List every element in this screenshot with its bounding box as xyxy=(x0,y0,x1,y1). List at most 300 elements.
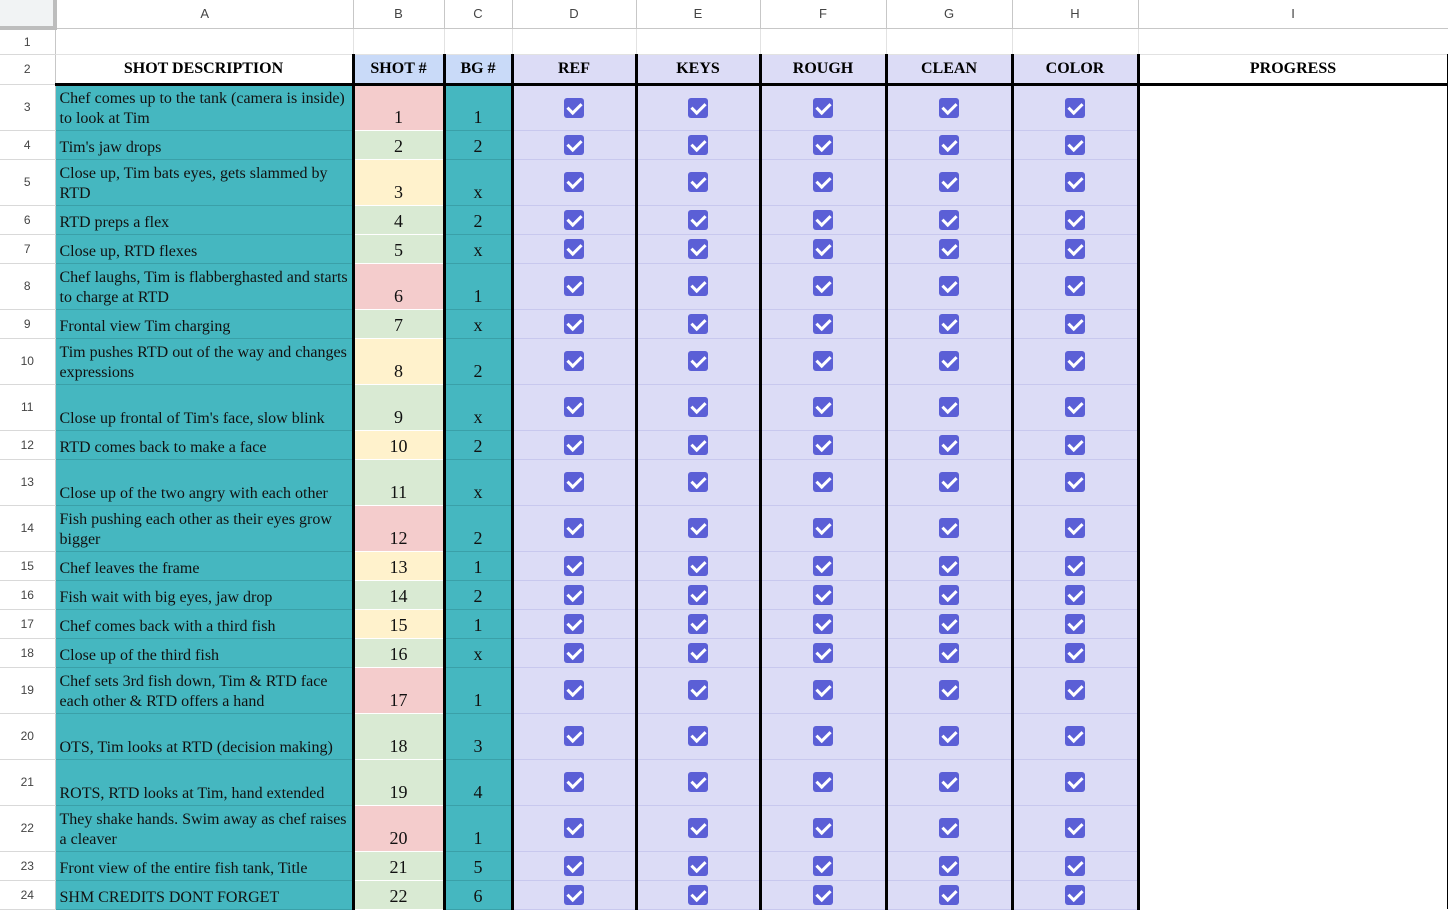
keys-cell[interactable] xyxy=(636,638,760,667)
bg-number-cell[interactable]: 1 xyxy=(444,609,512,638)
checked-checkbox-icon[interactable] xyxy=(1065,435,1085,455)
rough-cell[interactable] xyxy=(760,338,886,384)
row-number[interactable]: 18 xyxy=(0,638,55,667)
select-all-corner[interactable] xyxy=(0,0,55,28)
checked-checkbox-icon[interactable] xyxy=(1065,239,1085,259)
checked-checkbox-icon[interactable] xyxy=(564,98,584,118)
shot-number-cell[interactable]: 4 xyxy=(353,205,444,234)
bg-number-cell[interactable]: 2 xyxy=(444,338,512,384)
shot-description-cell[interactable]: Frontal view Tim charging xyxy=(55,309,353,338)
clean-cell[interactable] xyxy=(886,667,1012,713)
cell[interactable] xyxy=(760,28,886,54)
bg-number-cell[interactable]: 1 xyxy=(444,84,512,130)
column-header-f[interactable]: F xyxy=(760,0,886,28)
checked-checkbox-icon[interactable] xyxy=(564,856,584,876)
checked-checkbox-icon[interactable] xyxy=(813,98,833,118)
clean-cell[interactable] xyxy=(886,505,1012,551)
checked-checkbox-icon[interactable] xyxy=(1065,351,1085,371)
shot-number-cell[interactable]: 9 xyxy=(353,384,444,430)
progress-cell[interactable] xyxy=(1138,384,1448,430)
bg-number-cell[interactable]: 2 xyxy=(444,580,512,609)
color-cell[interactable] xyxy=(1012,430,1138,459)
shot-description-cell[interactable]: Front view of the entire fish tank, Title xyxy=(55,851,353,880)
ref-cell[interactable] xyxy=(512,384,636,430)
checked-checkbox-icon[interactable] xyxy=(688,772,708,792)
clean-cell[interactable] xyxy=(886,713,1012,759)
checked-checkbox-icon[interactable] xyxy=(1065,614,1085,634)
checked-checkbox-icon[interactable] xyxy=(564,135,584,155)
row-number[interactable]: 13 xyxy=(0,459,55,505)
keys-cell[interactable] xyxy=(636,505,760,551)
shot-number-cell[interactable]: 12 xyxy=(353,505,444,551)
checked-checkbox-icon[interactable] xyxy=(939,397,959,417)
shot-description-cell[interactable]: SHM CREDITS DONT FORGET xyxy=(55,880,353,909)
ref-cell[interactable] xyxy=(512,580,636,609)
checked-checkbox-icon[interactable] xyxy=(688,518,708,538)
progress-cell[interactable] xyxy=(1138,667,1448,713)
checked-checkbox-icon[interactable] xyxy=(1065,643,1085,663)
checked-checkbox-icon[interactable] xyxy=(564,585,584,605)
row-number[interactable]: 19 xyxy=(0,667,55,713)
clean-cell[interactable] xyxy=(886,805,1012,851)
bg-number-cell[interactable]: x xyxy=(444,159,512,205)
keys-cell[interactable] xyxy=(636,713,760,759)
progress-cell[interactable] xyxy=(1138,84,1448,130)
ref-cell[interactable] xyxy=(512,805,636,851)
shot-number-cell[interactable]: 21 xyxy=(353,851,444,880)
ref-cell[interactable] xyxy=(512,638,636,667)
header-keys[interactable]: KEYS xyxy=(636,54,760,84)
checked-checkbox-icon[interactable] xyxy=(939,435,959,455)
shot-number-cell[interactable]: 7 xyxy=(353,309,444,338)
clean-cell[interactable] xyxy=(886,130,1012,159)
keys-cell[interactable] xyxy=(636,205,760,234)
ref-cell[interactable] xyxy=(512,159,636,205)
checked-checkbox-icon[interactable] xyxy=(1065,680,1085,700)
ref-cell[interactable] xyxy=(512,505,636,551)
ref-cell[interactable] xyxy=(512,880,636,909)
rough-cell[interactable] xyxy=(760,309,886,338)
progress-cell[interactable] xyxy=(1138,205,1448,234)
checked-checkbox-icon[interactable] xyxy=(564,239,584,259)
keys-cell[interactable] xyxy=(636,459,760,505)
clean-cell[interactable] xyxy=(886,384,1012,430)
keys-cell[interactable] xyxy=(636,234,760,263)
clean-cell[interactable] xyxy=(886,609,1012,638)
progress-cell[interactable] xyxy=(1138,609,1448,638)
header-ref[interactable]: REF xyxy=(512,54,636,84)
header-shot-description[interactable]: SHOT DESCRIPTION xyxy=(55,54,353,84)
bg-number-cell[interactable]: x xyxy=(444,459,512,505)
row-number[interactable]: 23 xyxy=(0,851,55,880)
keys-cell[interactable] xyxy=(636,609,760,638)
checked-checkbox-icon[interactable] xyxy=(1065,772,1085,792)
checked-checkbox-icon[interactable] xyxy=(813,726,833,746)
rough-cell[interactable] xyxy=(760,84,886,130)
keys-cell[interactable] xyxy=(636,880,760,909)
shot-description-cell[interactable]: Chef comes up to the tank (camera is inside) to look at Tim xyxy=(55,84,353,130)
checked-checkbox-icon[interactable] xyxy=(688,856,708,876)
checked-checkbox-icon[interactable] xyxy=(1065,314,1085,334)
checked-checkbox-icon[interactable] xyxy=(1065,556,1085,576)
shot-number-cell[interactable]: 14 xyxy=(353,580,444,609)
row-number[interactable]: 16 xyxy=(0,580,55,609)
progress-cell[interactable] xyxy=(1138,338,1448,384)
header-clean[interactable]: CLEAN xyxy=(886,54,1012,84)
clean-cell[interactable] xyxy=(886,263,1012,309)
bg-number-cell[interactable]: x xyxy=(444,384,512,430)
checked-checkbox-icon[interactable] xyxy=(813,172,833,192)
ref-cell[interactable] xyxy=(512,263,636,309)
checked-checkbox-icon[interactable] xyxy=(939,210,959,230)
clean-cell[interactable] xyxy=(886,84,1012,130)
checked-checkbox-icon[interactable] xyxy=(564,276,584,296)
shot-description-cell[interactable]: Fish wait with big eyes, jaw drop xyxy=(55,580,353,609)
shot-description-cell[interactable]: Fish pushing each other as their eyes grow bigger xyxy=(55,505,353,551)
shot-number-cell[interactable]: 6 xyxy=(353,263,444,309)
shot-number-cell[interactable]: 5 xyxy=(353,234,444,263)
column-header-d[interactable]: D xyxy=(512,0,636,28)
cell[interactable] xyxy=(55,28,353,54)
progress-cell[interactable] xyxy=(1138,805,1448,851)
shot-description-cell[interactable]: Tim pushes RTD out of the way and changes expressions xyxy=(55,338,353,384)
ref-cell[interactable] xyxy=(512,667,636,713)
bg-number-cell[interactable]: 2 xyxy=(444,430,512,459)
shot-number-cell[interactable]: 1 xyxy=(353,84,444,130)
clean-cell[interactable] xyxy=(886,234,1012,263)
clean-cell[interactable] xyxy=(886,638,1012,667)
shot-description-cell[interactable]: RTD comes back to make a face xyxy=(55,430,353,459)
color-cell[interactable] xyxy=(1012,880,1138,909)
color-cell[interactable] xyxy=(1012,159,1138,205)
checked-checkbox-icon[interactable] xyxy=(1065,518,1085,538)
checked-checkbox-icon[interactable] xyxy=(688,351,708,371)
row-number[interactable]: 3 xyxy=(0,84,55,130)
checked-checkbox-icon[interactable] xyxy=(939,98,959,118)
checked-checkbox-icon[interactable] xyxy=(813,135,833,155)
header-color[interactable]: COLOR xyxy=(1012,54,1138,84)
bg-number-cell[interactable]: x xyxy=(444,234,512,263)
checked-checkbox-icon[interactable] xyxy=(813,680,833,700)
checked-checkbox-icon[interactable] xyxy=(564,818,584,838)
row-number[interactable]: 11 xyxy=(0,384,55,430)
checked-checkbox-icon[interactable] xyxy=(939,518,959,538)
shot-number-cell[interactable]: 17 xyxy=(353,667,444,713)
checked-checkbox-icon[interactable] xyxy=(688,680,708,700)
ref-cell[interactable] xyxy=(512,551,636,580)
row-number[interactable]: 10 xyxy=(0,338,55,384)
checked-checkbox-icon[interactable] xyxy=(939,276,959,296)
checked-checkbox-icon[interactable] xyxy=(813,351,833,371)
rough-cell[interactable] xyxy=(760,551,886,580)
rough-cell[interactable] xyxy=(760,234,886,263)
ref-cell[interactable] xyxy=(512,759,636,805)
keys-cell[interactable] xyxy=(636,430,760,459)
shot-number-cell[interactable]: 3 xyxy=(353,159,444,205)
checked-checkbox-icon[interactable] xyxy=(939,239,959,259)
progress-cell[interactable] xyxy=(1138,505,1448,551)
color-cell[interactable] xyxy=(1012,234,1138,263)
checked-checkbox-icon[interactable] xyxy=(564,643,584,663)
progress-cell[interactable] xyxy=(1138,430,1448,459)
checked-checkbox-icon[interactable] xyxy=(688,435,708,455)
keys-cell[interactable] xyxy=(636,580,760,609)
bg-number-cell[interactable]: 6 xyxy=(444,880,512,909)
color-cell[interactable] xyxy=(1012,130,1138,159)
rough-cell[interactable] xyxy=(760,667,886,713)
checked-checkbox-icon[interactable] xyxy=(564,556,584,576)
checked-checkbox-icon[interactable] xyxy=(688,397,708,417)
color-cell[interactable] xyxy=(1012,338,1138,384)
progress-cell[interactable] xyxy=(1138,309,1448,338)
row-number[interactable]: 6 xyxy=(0,205,55,234)
progress-cell[interactable] xyxy=(1138,638,1448,667)
progress-cell[interactable] xyxy=(1138,759,1448,805)
checked-checkbox-icon[interactable] xyxy=(939,856,959,876)
color-cell[interactable] xyxy=(1012,759,1138,805)
progress-cell[interactable] xyxy=(1138,880,1448,909)
row-number[interactable]: 9 xyxy=(0,309,55,338)
checked-checkbox-icon[interactable] xyxy=(1065,856,1085,876)
clean-cell[interactable] xyxy=(886,338,1012,384)
checked-checkbox-icon[interactable] xyxy=(939,351,959,371)
color-cell[interactable] xyxy=(1012,505,1138,551)
progress-cell[interactable] xyxy=(1138,263,1448,309)
keys-cell[interactable] xyxy=(636,309,760,338)
checked-checkbox-icon[interactable] xyxy=(939,680,959,700)
checked-checkbox-icon[interactable] xyxy=(813,885,833,905)
keys-cell[interactable] xyxy=(636,805,760,851)
color-cell[interactable] xyxy=(1012,459,1138,505)
shot-description-cell[interactable]: Chef sets 3rd fish down, Tim & RTD face each other & RTD offers a hand xyxy=(55,667,353,713)
checked-checkbox-icon[interactable] xyxy=(688,614,708,634)
color-cell[interactable] xyxy=(1012,309,1138,338)
checked-checkbox-icon[interactable] xyxy=(813,314,833,334)
checked-checkbox-icon[interactable] xyxy=(939,818,959,838)
checked-checkbox-icon[interactable] xyxy=(688,643,708,663)
header-bg-number[interactable]: BG # xyxy=(444,54,512,84)
keys-cell[interactable] xyxy=(636,159,760,205)
color-cell[interactable] xyxy=(1012,551,1138,580)
shot-number-cell[interactable]: 22 xyxy=(353,880,444,909)
column-header-i[interactable]: I xyxy=(1138,0,1448,28)
checked-checkbox-icon[interactable] xyxy=(813,518,833,538)
cell[interactable] xyxy=(886,28,1012,54)
checked-checkbox-icon[interactable] xyxy=(813,397,833,417)
checked-checkbox-icon[interactable] xyxy=(564,772,584,792)
keys-cell[interactable] xyxy=(636,84,760,130)
column-header-g[interactable]: G xyxy=(886,0,1012,28)
checked-checkbox-icon[interactable] xyxy=(688,276,708,296)
checked-checkbox-icon[interactable] xyxy=(813,239,833,259)
shot-description-cell[interactable]: Close up of the two angry with each other xyxy=(55,459,353,505)
bg-number-cell[interactable]: 1 xyxy=(444,263,512,309)
bg-number-cell[interactable]: 2 xyxy=(444,505,512,551)
color-cell[interactable] xyxy=(1012,851,1138,880)
header-progress[interactable]: PROGRESS xyxy=(1138,54,1448,84)
row-number[interactable]: 5 xyxy=(0,159,55,205)
checked-checkbox-icon[interactable] xyxy=(688,239,708,259)
shot-number-cell[interactable]: 16 xyxy=(353,638,444,667)
row-number[interactable]: 1 xyxy=(0,28,55,54)
keys-cell[interactable] xyxy=(636,851,760,880)
bg-number-cell[interactable]: x xyxy=(444,638,512,667)
color-cell[interactable] xyxy=(1012,713,1138,759)
checked-checkbox-icon[interactable] xyxy=(813,585,833,605)
rough-cell[interactable] xyxy=(760,851,886,880)
checked-checkbox-icon[interactable] xyxy=(1065,172,1085,192)
shot-description-cell[interactable]: ROTS, RTD looks at Tim, hand extended xyxy=(55,759,353,805)
shot-number-cell[interactable]: 18 xyxy=(353,713,444,759)
checked-checkbox-icon[interactable] xyxy=(564,726,584,746)
cell[interactable] xyxy=(353,28,444,54)
checked-checkbox-icon[interactable] xyxy=(813,643,833,663)
row-number[interactable]: 24 xyxy=(0,880,55,909)
row-number[interactable]: 7 xyxy=(0,234,55,263)
shot-number-cell[interactable]: 15 xyxy=(353,609,444,638)
cell[interactable] xyxy=(1138,28,1448,54)
checked-checkbox-icon[interactable] xyxy=(688,314,708,334)
shot-number-cell[interactable]: 19 xyxy=(353,759,444,805)
ref-cell[interactable] xyxy=(512,205,636,234)
cell[interactable] xyxy=(512,28,636,54)
progress-cell[interactable] xyxy=(1138,713,1448,759)
ref-cell[interactable] xyxy=(512,851,636,880)
cell[interactable] xyxy=(444,28,512,54)
color-cell[interactable] xyxy=(1012,638,1138,667)
checked-checkbox-icon[interactable] xyxy=(939,556,959,576)
clean-cell[interactable] xyxy=(886,759,1012,805)
shot-number-cell[interactable]: 13 xyxy=(353,551,444,580)
column-header-c[interactable]: C xyxy=(444,0,512,28)
checked-checkbox-icon[interactable] xyxy=(688,556,708,576)
checked-checkbox-icon[interactable] xyxy=(1065,818,1085,838)
column-header-h[interactable]: H xyxy=(1012,0,1138,28)
bg-number-cell[interactable]: 1 xyxy=(444,551,512,580)
color-cell[interactable] xyxy=(1012,205,1138,234)
checked-checkbox-icon[interactable] xyxy=(564,314,584,334)
clean-cell[interactable] xyxy=(886,580,1012,609)
ref-cell[interactable] xyxy=(512,713,636,759)
checked-checkbox-icon[interactable] xyxy=(1065,210,1085,230)
checked-checkbox-icon[interactable] xyxy=(813,210,833,230)
checked-checkbox-icon[interactable] xyxy=(813,818,833,838)
shot-description-cell[interactable]: Close up, RTD flexes xyxy=(55,234,353,263)
header-shot-number[interactable]: SHOT # xyxy=(353,54,444,84)
shot-description-cell[interactable]: Chef leaves the frame xyxy=(55,551,353,580)
clean-cell[interactable] xyxy=(886,851,1012,880)
clean-cell[interactable] xyxy=(886,459,1012,505)
rough-cell[interactable] xyxy=(760,130,886,159)
color-cell[interactable] xyxy=(1012,805,1138,851)
shot-description-cell[interactable]: OTS, Tim looks at RTD (decision making) xyxy=(55,713,353,759)
column-header-a[interactable]: A xyxy=(55,0,353,28)
ref-cell[interactable] xyxy=(512,234,636,263)
checked-checkbox-icon[interactable] xyxy=(564,472,584,492)
checked-checkbox-icon[interactable] xyxy=(564,435,584,455)
checked-checkbox-icon[interactable] xyxy=(939,135,959,155)
progress-cell[interactable] xyxy=(1138,234,1448,263)
rough-cell[interactable] xyxy=(760,384,886,430)
progress-cell[interactable] xyxy=(1138,551,1448,580)
ref-cell[interactable] xyxy=(512,609,636,638)
checked-checkbox-icon[interactable] xyxy=(939,172,959,192)
ref-cell[interactable] xyxy=(512,338,636,384)
color-cell[interactable] xyxy=(1012,384,1138,430)
keys-cell[interactable] xyxy=(636,551,760,580)
rough-cell[interactable] xyxy=(760,609,886,638)
bg-number-cell[interactable]: 5 xyxy=(444,851,512,880)
rough-cell[interactable] xyxy=(760,759,886,805)
checked-checkbox-icon[interactable] xyxy=(688,726,708,746)
checked-checkbox-icon[interactable] xyxy=(939,585,959,605)
rough-cell[interactable] xyxy=(760,459,886,505)
clean-cell[interactable] xyxy=(886,880,1012,909)
checked-checkbox-icon[interactable] xyxy=(939,643,959,663)
shot-number-cell[interactable]: 20 xyxy=(353,805,444,851)
row-number[interactable]: 14 xyxy=(0,505,55,551)
checked-checkbox-icon[interactable] xyxy=(564,172,584,192)
checked-checkbox-icon[interactable] xyxy=(688,210,708,230)
keys-cell[interactable] xyxy=(636,667,760,713)
keys-cell[interactable] xyxy=(636,338,760,384)
rough-cell[interactable] xyxy=(760,263,886,309)
row-number[interactable]: 4 xyxy=(0,130,55,159)
clean-cell[interactable] xyxy=(886,309,1012,338)
row-number[interactable]: 17 xyxy=(0,609,55,638)
row-number[interactable]: 2 xyxy=(0,54,55,84)
shot-number-cell[interactable]: 2 xyxy=(353,130,444,159)
row-number[interactable]: 21 xyxy=(0,759,55,805)
clean-cell[interactable] xyxy=(886,159,1012,205)
keys-cell[interactable] xyxy=(636,130,760,159)
row-number[interactable]: 20 xyxy=(0,713,55,759)
header-rough[interactable]: ROUGH xyxy=(760,54,886,84)
checked-checkbox-icon[interactable] xyxy=(939,726,959,746)
ref-cell[interactable] xyxy=(512,309,636,338)
bg-number-cell[interactable]: 2 xyxy=(444,205,512,234)
checked-checkbox-icon[interactable] xyxy=(688,885,708,905)
checked-checkbox-icon[interactable] xyxy=(564,518,584,538)
shot-description-cell[interactable]: Chef laughs, Tim is flabberghasted and starts to charge at RTD xyxy=(55,263,353,309)
ref-cell[interactable] xyxy=(512,459,636,505)
checked-checkbox-icon[interactable] xyxy=(1065,397,1085,417)
checked-checkbox-icon[interactable] xyxy=(1065,885,1085,905)
checked-checkbox-icon[interactable] xyxy=(813,276,833,296)
checked-checkbox-icon[interactable] xyxy=(939,314,959,334)
bg-number-cell[interactable]: 1 xyxy=(444,805,512,851)
checked-checkbox-icon[interactable] xyxy=(813,556,833,576)
progress-cell[interactable] xyxy=(1138,580,1448,609)
checked-checkbox-icon[interactable] xyxy=(564,680,584,700)
checked-checkbox-icon[interactable] xyxy=(1065,98,1085,118)
clean-cell[interactable] xyxy=(886,430,1012,459)
checked-checkbox-icon[interactable] xyxy=(688,172,708,192)
bg-number-cell[interactable]: 4 xyxy=(444,759,512,805)
checked-checkbox-icon[interactable] xyxy=(813,856,833,876)
shot-number-cell[interactable]: 11 xyxy=(353,459,444,505)
checked-checkbox-icon[interactable] xyxy=(688,98,708,118)
progress-cell[interactable] xyxy=(1138,459,1448,505)
checked-checkbox-icon[interactable] xyxy=(813,772,833,792)
checked-checkbox-icon[interactable] xyxy=(564,397,584,417)
rough-cell[interactable] xyxy=(760,205,886,234)
checked-checkbox-icon[interactable] xyxy=(564,614,584,634)
cell[interactable] xyxy=(1012,28,1138,54)
shot-description-cell[interactable]: Tim's jaw drops xyxy=(55,130,353,159)
checked-checkbox-icon[interactable] xyxy=(688,585,708,605)
bg-number-cell[interactable]: 1 xyxy=(444,667,512,713)
